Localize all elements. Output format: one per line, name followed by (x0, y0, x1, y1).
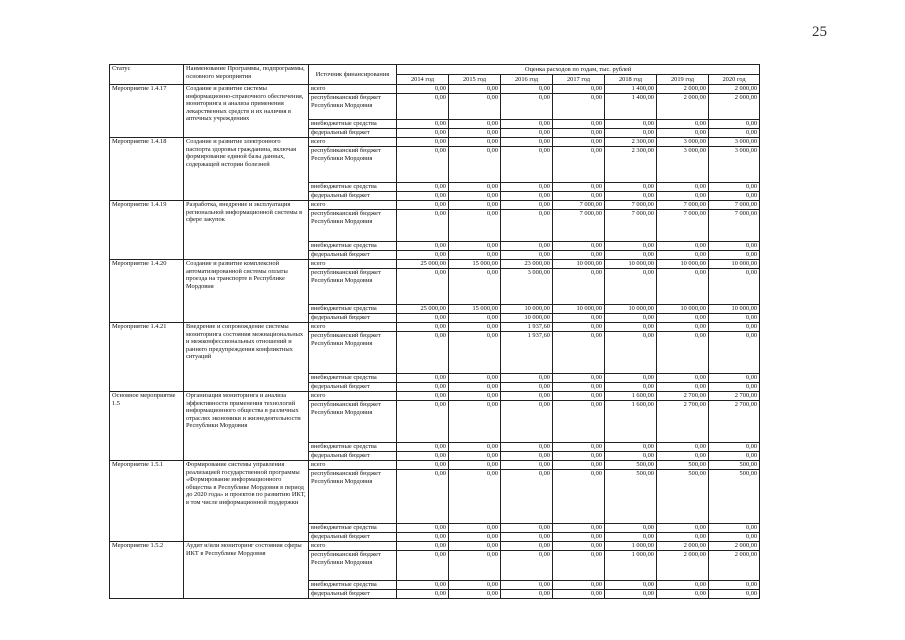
cell-value: 1 600,00 (605, 392, 657, 401)
cell-value: 0,00 (501, 533, 553, 542)
cell-value: 500,00 (657, 470, 709, 524)
year-header: 2019 год (657, 75, 709, 85)
cell-value: 0,00 (657, 323, 709, 332)
cell-value: 0,00 (709, 242, 760, 251)
cell-value: 0,00 (397, 138, 449, 147)
cell-value: 1 600,00 (605, 401, 657, 443)
cell-value: 0,00 (397, 129, 449, 138)
cell-value: 500,00 (709, 461, 760, 470)
cell-value: 0,00 (709, 383, 760, 392)
row-status: Мероприятие 1.5.1 (110, 461, 184, 542)
cell-value: 7 000,00 (709, 201, 760, 210)
row-source: внебюджетные средства (309, 374, 397, 383)
row-source: внебюджетные средства (309, 305, 397, 314)
cell-value: 0,00 (397, 452, 449, 461)
cell-value: 1 937,60 (501, 332, 553, 374)
cell-value: 3 000,00 (657, 147, 709, 183)
cell-value: 0,00 (501, 443, 553, 452)
row-source: всего (309, 138, 397, 147)
cell-value: 0,00 (501, 210, 553, 242)
year-header: 2017 год (553, 75, 605, 85)
row-source: всего (309, 542, 397, 551)
header-estimate: Оценка расходов по годам, тыс. рублей (397, 65, 760, 75)
cell-value: 0,00 (709, 374, 760, 383)
row-source: республиканский бюджет Республики Мордовия (309, 147, 397, 183)
cell-value: 0,00 (657, 383, 709, 392)
cell-value: 0,00 (709, 524, 760, 533)
cell-value: 0,00 (501, 85, 553, 94)
cell-value: 0,00 (397, 374, 449, 383)
cell-value: 25 000,00 (397, 305, 449, 314)
cell-value: 7 000,00 (709, 210, 760, 242)
cell-value: 0,00 (501, 192, 553, 201)
cell-value: 0,00 (501, 94, 553, 120)
row-source: республиканский бюджет Республики Мордовия (309, 94, 397, 120)
row-source: республиканский бюджет Республики Мордовия (309, 210, 397, 242)
row-name: Внедрение и сопровождение системы мониторинга состояния межнациональных и межконфессиональных отношений и раннего предупреждения конфликтных ситуаций (184, 323, 309, 392)
cell-value: 0,00 (449, 85, 501, 94)
cell-value: 0,00 (449, 251, 501, 260)
cell-value: 0,00 (397, 192, 449, 201)
cell-value: 1 000,00 (605, 542, 657, 551)
cell-value: 0,00 (605, 192, 657, 201)
cell-value: 500,00 (657, 461, 709, 470)
table-row (110, 392, 760, 401)
cell-value: 0,00 (709, 314, 760, 323)
year-header: 2015 год (449, 75, 501, 85)
cell-value: 0,00 (709, 533, 760, 542)
cell-value: 0,00 (553, 524, 605, 533)
cell-value: 0,00 (657, 269, 709, 305)
cell-value: 0,00 (501, 147, 553, 183)
cell-value: 2 700,00 (709, 401, 760, 443)
cell-value: 0,00 (605, 323, 657, 332)
budget-table (109, 64, 760, 599)
row-source: всего (309, 201, 397, 210)
cell-value: 0,00 (449, 183, 501, 192)
cell-value: 0,00 (449, 332, 501, 374)
row-name: Аудит и/или мониторинг состояния сферы ИКТ в Республике Мордовия (184, 542, 309, 599)
cell-value: 0,00 (397, 581, 449, 590)
row-source: федеральный бюджет (309, 192, 397, 201)
row-source: всего (309, 323, 397, 332)
cell-value: 0,00 (449, 323, 501, 332)
cell-value: 0,00 (709, 192, 760, 201)
cell-value: 0,00 (449, 452, 501, 461)
cell-value: 0,00 (657, 120, 709, 129)
cell-value: 3 000,00 (709, 147, 760, 183)
cell-value: 0,00 (657, 242, 709, 251)
cell-value: 0,00 (553, 314, 605, 323)
cell-value: 0,00 (657, 183, 709, 192)
row-name: Создание и развитие электронного паспорта здоровья гражданина, включая формирование единой базы данных, содержащей истории болезней (184, 138, 309, 201)
cell-value: 10 000,00 (501, 314, 553, 323)
table-row (110, 201, 760, 210)
cell-value: 0,00 (449, 551, 501, 581)
cell-value: 0,00 (709, 129, 760, 138)
cell-value: 0,00 (657, 443, 709, 452)
cell-value: 7 000,00 (605, 201, 657, 210)
cell-value: 0,00 (657, 129, 709, 138)
cell-value: 0,00 (553, 590, 605, 599)
cell-value: 0,00 (397, 147, 449, 183)
row-source: федеральный бюджет (309, 314, 397, 323)
cell-value: 0,00 (449, 383, 501, 392)
year-header: 2018 год (605, 75, 657, 85)
cell-value: 0,00 (397, 332, 449, 374)
cell-value: 0,00 (553, 251, 605, 260)
cell-value: 0,00 (501, 242, 553, 251)
cell-value: 500,00 (605, 461, 657, 470)
cell-value: 0,00 (397, 461, 449, 470)
row-name: Разработка, внедрение и эксплуатация региональной информационной системы в сфере закупок (184, 201, 309, 260)
year-header: 2016 год (501, 75, 553, 85)
row-source: федеральный бюджет (309, 590, 397, 599)
cell-value: 7 000,00 (553, 210, 605, 242)
cell-value: 0,00 (397, 323, 449, 332)
cell-value: 0,00 (553, 392, 605, 401)
cell-value: 0,00 (553, 581, 605, 590)
cell-value: 7 000,00 (657, 201, 709, 210)
cell-value: 0,00 (553, 183, 605, 192)
cell-value: 0,00 (397, 401, 449, 443)
cell-value: 0,00 (397, 443, 449, 452)
cell-value: 1 400,00 (605, 94, 657, 120)
row-source: федеральный бюджет (309, 129, 397, 138)
cell-value: 0,00 (605, 581, 657, 590)
cell-value: 0,00 (397, 392, 449, 401)
cell-value: 0,00 (709, 183, 760, 192)
cell-value: 10 000,00 (709, 305, 760, 314)
cell-value: 0,00 (657, 581, 709, 590)
cell-value: 0,00 (449, 524, 501, 533)
cell-value: 0,00 (709, 323, 760, 332)
cell-value: 23 000,00 (501, 260, 553, 269)
cell-value: 2 000,00 (709, 551, 760, 581)
cell-value: 0,00 (449, 94, 501, 120)
row-source: всего (309, 85, 397, 94)
cell-value: 1 400,00 (605, 85, 657, 94)
row-source: внебюджетные средства (309, 242, 397, 251)
cell-value: 0,00 (709, 452, 760, 461)
row-source: федеральный бюджет (309, 533, 397, 542)
row-status: Мероприятие 1.5.2 (110, 542, 184, 599)
cell-value: 0,00 (709, 443, 760, 452)
cell-value: 2 000,00 (709, 85, 760, 94)
cell-value: 0,00 (397, 210, 449, 242)
cell-value: 15 000,00 (449, 260, 501, 269)
year-header: 2020 год (709, 75, 760, 85)
cell-value: 0,00 (553, 94, 605, 120)
cell-value: 0,00 (397, 242, 449, 251)
cell-value: 0,00 (501, 401, 553, 443)
cell-value: 0,00 (449, 269, 501, 305)
cell-value: 0,00 (397, 524, 449, 533)
cell-value: 0,00 (657, 533, 709, 542)
cell-value: 0,00 (397, 533, 449, 542)
cell-value: 0,00 (657, 452, 709, 461)
cell-value: 25 000,00 (397, 260, 449, 269)
cell-value: 0,00 (709, 120, 760, 129)
cell-value: 10 000,00 (553, 305, 605, 314)
cell-value: 0,00 (709, 581, 760, 590)
cell-value: 2 000,00 (657, 85, 709, 94)
row-name: Создание и развитие системы информационно-справочного обеспечения, мониторинга и анализа применения лекарственных средств и их наличия в аптечных учреждениях (184, 85, 309, 138)
cell-value: 0,00 (449, 242, 501, 251)
cell-value: 0,00 (605, 120, 657, 129)
cell-value: 0,00 (501, 138, 553, 147)
row-status: Мероприятие 1.4.20 (110, 260, 184, 323)
cell-value: 0,00 (501, 461, 553, 470)
cell-value: 0,00 (397, 383, 449, 392)
cell-value: 10 000,00 (657, 260, 709, 269)
cell-value: 0,00 (657, 374, 709, 383)
cell-value: 0,00 (553, 551, 605, 581)
cell-value: 0,00 (657, 524, 709, 533)
cell-value: 0,00 (605, 314, 657, 323)
cell-value: 0,00 (553, 192, 605, 201)
cell-value: 1 000,00 (605, 551, 657, 581)
cell-value: 0,00 (553, 85, 605, 94)
cell-value: 0,00 (657, 251, 709, 260)
table-row (110, 542, 760, 551)
row-name: Формирование системы управления реализацией государственной программы «Формирование информационного общества в Республике Мордовия в период до 2020 года» и проектов по развитию ИКТ, в том числе информационной поддержки (184, 461, 309, 542)
cell-value: 0,00 (553, 129, 605, 138)
cell-value: 2 700,00 (657, 401, 709, 443)
row-source: внебюджетные средства (309, 524, 397, 533)
cell-value: 0,00 (397, 551, 449, 581)
cell-value: 0,00 (397, 183, 449, 192)
cell-value: 500,00 (605, 470, 657, 524)
cell-value: 2 700,00 (657, 392, 709, 401)
cell-value: 7 000,00 (605, 210, 657, 242)
cell-value: 0,00 (605, 590, 657, 599)
cell-value: 0,00 (605, 332, 657, 374)
cell-value: 0,00 (449, 201, 501, 210)
cell-value: 0,00 (449, 461, 501, 470)
cell-value: 0,00 (501, 120, 553, 129)
row-source: республиканский бюджет Республики Мордовия (309, 470, 397, 524)
cell-value: 0,00 (605, 443, 657, 452)
cell-value: 0,00 (449, 314, 501, 323)
cell-value: 0,00 (553, 461, 605, 470)
cell-value: 0,00 (553, 470, 605, 524)
cell-value: 10 000,00 (553, 260, 605, 269)
cell-value: 0,00 (501, 581, 553, 590)
cell-value: 0,00 (501, 251, 553, 260)
header-status: Статус (110, 65, 184, 85)
cell-value: 10 000,00 (709, 260, 760, 269)
row-source: всего (309, 461, 397, 470)
cell-value: 0,00 (553, 269, 605, 305)
cell-value: 0,00 (449, 120, 501, 129)
cell-value: 0,00 (501, 470, 553, 524)
cell-value: 0,00 (449, 147, 501, 183)
cell-value: 0,00 (449, 443, 501, 452)
cell-value: 0,00 (605, 269, 657, 305)
cell-value: 0,00 (553, 138, 605, 147)
row-status: Мероприятие 1.4.21 (110, 323, 184, 392)
cell-value: 0,00 (449, 192, 501, 201)
cell-value: 0,00 (501, 383, 553, 392)
year-header: 2014 год (397, 75, 449, 85)
cell-value: 0,00 (501, 542, 553, 551)
cell-value: 2 000,00 (657, 94, 709, 120)
row-status: Мероприятие 1.4.19 (110, 201, 184, 260)
row-source: внебюджетные средства (309, 443, 397, 452)
cell-value: 0,00 (501, 590, 553, 599)
table-body (110, 85, 760, 599)
cell-value: 0,00 (605, 251, 657, 260)
cell-value: 0,00 (501, 183, 553, 192)
cell-value: 0,00 (501, 392, 553, 401)
cell-value: 0,00 (709, 251, 760, 260)
cell-value: 0,00 (709, 332, 760, 374)
cell-value: 0,00 (553, 533, 605, 542)
row-source: республиканский бюджет Республики Мордовия (309, 269, 397, 305)
cell-value: 500,00 (709, 470, 760, 524)
cell-value: 0,00 (397, 201, 449, 210)
cell-value: 2 000,00 (709, 94, 760, 120)
cell-value: 0,00 (605, 242, 657, 251)
cell-value: 2 700,00 (709, 392, 760, 401)
cell-value: 0,00 (449, 590, 501, 599)
cell-value: 0,00 (449, 138, 501, 147)
cell-value: 10 000,00 (501, 305, 553, 314)
cell-value: 0,00 (449, 392, 501, 401)
cell-value: 0,00 (553, 332, 605, 374)
cell-value: 0,00 (449, 129, 501, 138)
cell-value: 3 000,00 (709, 138, 760, 147)
cell-value: 7 000,00 (657, 210, 709, 242)
cell-value: 10 000,00 (605, 305, 657, 314)
cell-value: 0,00 (397, 542, 449, 551)
cell-value: 0,00 (605, 524, 657, 533)
cell-value: 0,00 (501, 524, 553, 533)
cell-value: 0,00 (553, 452, 605, 461)
row-source: внебюджетные средства (309, 120, 397, 129)
cell-value: 0,00 (553, 242, 605, 251)
cell-value: 0,00 (397, 94, 449, 120)
cell-value: 0,00 (449, 470, 501, 524)
cell-value: 0,00 (501, 374, 553, 383)
cell-value: 0,00 (397, 120, 449, 129)
cell-value: 0,00 (501, 551, 553, 581)
cell-value: 0,00 (501, 452, 553, 461)
row-source: федеральный бюджет (309, 452, 397, 461)
cell-value: 0,00 (605, 533, 657, 542)
cell-value: 0,00 (449, 533, 501, 542)
cell-value: 0,00 (553, 401, 605, 443)
cell-value: 0,00 (605, 374, 657, 383)
cell-value: 0,00 (553, 323, 605, 332)
cell-value: 0,00 (657, 332, 709, 374)
row-source: федеральный бюджет (309, 251, 397, 260)
row-status: Мероприятие 1.4.17 (110, 85, 184, 138)
cell-value: 0,00 (449, 581, 501, 590)
table-row (110, 138, 760, 147)
cell-value: 0,00 (657, 314, 709, 323)
row-status: Мероприятие 1.4.18 (110, 138, 184, 201)
cell-value: 3 000,00 (501, 269, 553, 305)
cell-value: 0,00 (501, 129, 553, 138)
cell-value: 15 000,00 (449, 305, 501, 314)
row-source: республиканский бюджет Республики Мордовия (309, 551, 397, 581)
table-row (110, 260, 760, 269)
cell-value: 0,00 (449, 374, 501, 383)
header-name: Наименование Программы, подпрограммы, основного мероприятия (184, 65, 309, 85)
cell-value: 7 000,00 (553, 201, 605, 210)
cell-value: 3 000,00 (657, 138, 709, 147)
cell-value: 2 000,00 (709, 542, 760, 551)
cell-value: 0,00 (397, 470, 449, 524)
row-source: республиканский бюджет Республики Мордовия (309, 401, 397, 443)
cell-value: 0,00 (397, 314, 449, 323)
cell-value: 0,00 (657, 192, 709, 201)
cell-value: 10 000,00 (605, 260, 657, 269)
cell-value: 0,00 (553, 542, 605, 551)
cell-value: 0,00 (553, 383, 605, 392)
cell-value: 0,00 (397, 85, 449, 94)
cell-value: 0,00 (553, 443, 605, 452)
cell-value: 0,00 (553, 120, 605, 129)
cell-value: 2 300,00 (605, 138, 657, 147)
cell-value: 10 000,00 (657, 305, 709, 314)
row-status: Основное мероприятие 1.5 (110, 392, 184, 461)
row-source: внебюджетные средства (309, 183, 397, 192)
row-source: республиканский бюджет Республики Мордовия (309, 332, 397, 374)
header-source: Источник финансирования (309, 65, 397, 85)
row-source: всего (309, 260, 397, 269)
cell-value: 0,00 (449, 210, 501, 242)
cell-value: 0,00 (501, 201, 553, 210)
cell-value: 0,00 (449, 542, 501, 551)
cell-value: 2 000,00 (657, 551, 709, 581)
cell-value: 0,00 (605, 129, 657, 138)
table-row (110, 85, 760, 94)
cell-value: 0,00 (449, 401, 501, 443)
cell-value: 0,00 (709, 590, 760, 599)
cell-value: 0,00 (397, 269, 449, 305)
cell-value: 0,00 (553, 374, 605, 383)
cell-value: 0,00 (605, 183, 657, 192)
row-name: Создание и развитие комплексной автоматизированной системы оплаты проезда на транспорте в Республике Мордовия (184, 260, 309, 323)
page-number: 25 (812, 24, 827, 40)
row-source: федеральный бюджет (309, 383, 397, 392)
row-source: внебюджетные средства (309, 581, 397, 590)
table-row (110, 323, 760, 332)
table-row (110, 461, 760, 470)
cell-value: 2 300,00 (605, 147, 657, 183)
row-source: всего (309, 392, 397, 401)
cell-value: 2 000,00 (657, 542, 709, 551)
cell-value: 0,00 (605, 383, 657, 392)
cell-value: 0,00 (397, 251, 449, 260)
cell-value: 0,00 (657, 590, 709, 599)
cell-value: 1 937,60 (501, 323, 553, 332)
cell-value: 0,00 (605, 452, 657, 461)
cell-value: 0,00 (709, 269, 760, 305)
cell-value: 0,00 (553, 147, 605, 183)
row-name: Организация мониторинга и анализа эффективности применения технологий информационного общества в различных отраслях экономики и жизнедеятельности Республики Мордовия (184, 392, 309, 461)
cell-value: 0,00 (397, 590, 449, 599)
